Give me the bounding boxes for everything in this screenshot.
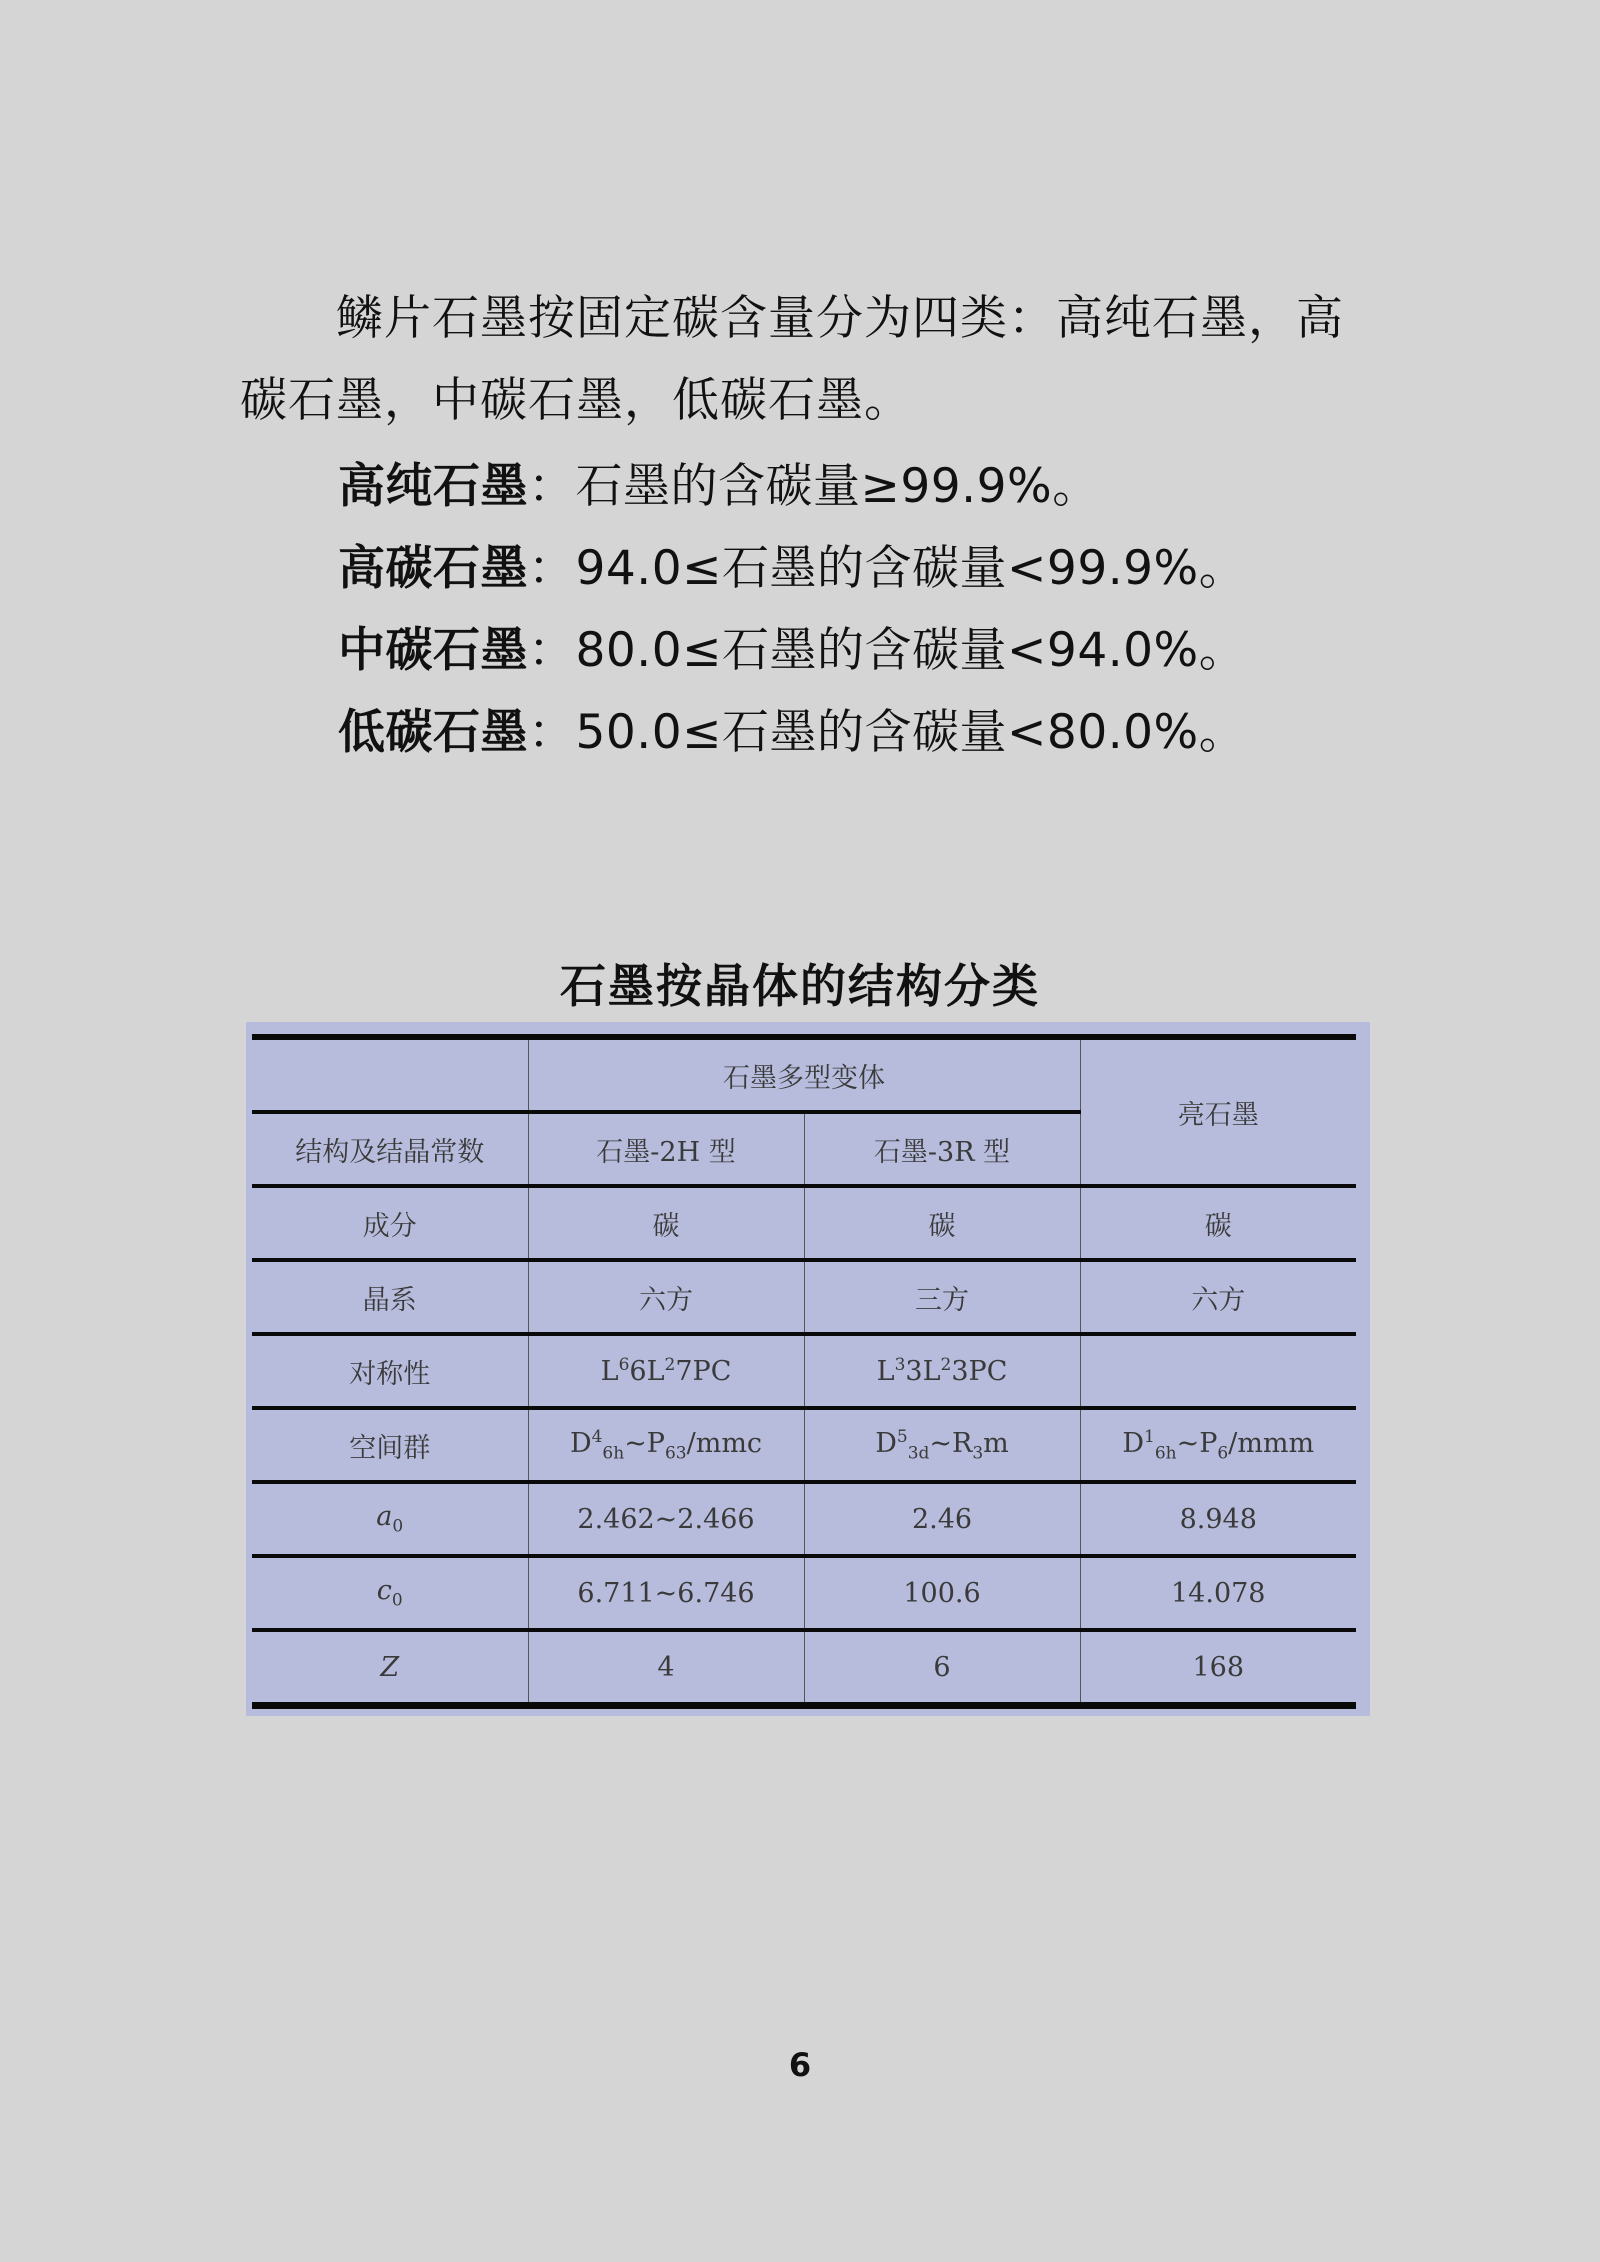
cell-text: D <box>875 1427 897 1459</box>
grade-high-carbon <box>338 528 1246 610</box>
row-label <box>252 1482 528 1556</box>
row-label: 对称性 <box>252 1334 528 1408</box>
table-cell: 碳 <box>804 1186 1080 1260</box>
table-cell: 6.711~6.746 <box>528 1556 804 1630</box>
table-cell: 2.462~2.466 <box>528 1482 804 1556</box>
grade-desc: ：石墨的含碳量≥99.9%。 <box>528 459 1100 514</box>
row-label <box>252 1556 528 1630</box>
cell-text: ~P <box>1176 1427 1218 1459</box>
grade-low-carbon <box>338 692 1246 774</box>
table-cell: 4 <box>528 1630 804 1706</box>
cell-text: 7PC <box>675 1356 732 1387</box>
table-row <box>252 1482 1356 1556</box>
table-cell: 168 <box>1080 1630 1356 1706</box>
table-row <box>252 1630 1356 1706</box>
row-label-text: Z <box>380 1651 400 1683</box>
table-cell <box>804 1334 1080 1408</box>
row-label: 成分 <box>252 1186 528 1260</box>
cell-superscript: 4 <box>591 1426 603 1447</box>
cell-subscript: 3 <box>972 1443 984 1464</box>
cell-subscript: 6 <box>1217 1443 1229 1464</box>
cell-subscript: 6h <box>1154 1443 1177 1464</box>
table-cell <box>1080 1408 1356 1482</box>
table-row <box>252 1556 1356 1630</box>
table-cell: 14.078 <box>1080 1556 1356 1630</box>
intro-paragraph: 鳞片石墨按固定碳含量分为四类：高纯石墨，高碳石墨，中碳石墨，低碳石墨。 <box>240 291 1344 428</box>
cell-superscript: 6 <box>618 1355 630 1375</box>
table-row <box>252 1260 1356 1334</box>
cell-text: /mmc <box>686 1427 763 1459</box>
cell-text: 6L <box>629 1356 665 1387</box>
cell-superscript: 3 <box>894 1355 906 1375</box>
grade-desc: ：94.0≤石墨的含碳量<99.9%。 <box>528 541 1247 596</box>
cell-superscript: 5 <box>896 1426 908 1447</box>
table-cell <box>528 1408 804 1482</box>
param-label-header: 结构及结晶常数 <box>252 1112 528 1186</box>
table-cell: 六方 <box>1080 1260 1356 1334</box>
cell-text: L <box>600 1356 619 1387</box>
cell-text: m <box>983 1427 1009 1459</box>
table-cell: 8.948 <box>1080 1482 1356 1556</box>
bright-graphite-header: 亮石墨 <box>1080 1037 1356 1186</box>
table-cell <box>1080 1334 1356 1408</box>
grade-name: 高纯石墨 <box>338 459 528 514</box>
cell-text: 3L <box>905 1356 941 1387</box>
grade-medium-carbon <box>338 610 1246 692</box>
cell-text: ~P <box>624 1427 665 1459</box>
cell-superscript: 2 <box>664 1355 676 1375</box>
row-label: 空间群 <box>252 1408 528 1482</box>
table-cell <box>804 1408 1080 1482</box>
row-label-subscript: 0 <box>391 1590 403 1611</box>
cell-text: D <box>569 1427 592 1459</box>
row-label <box>252 1630 528 1706</box>
cell-subscript: 6h <box>602 1443 625 1464</box>
empty-header-cell <box>252 1037 528 1112</box>
table-cell: 碳 <box>528 1186 804 1260</box>
cell-text: ~R <box>929 1427 973 1459</box>
table-cell: 100.6 <box>804 1556 1080 1630</box>
cell-text: D <box>1122 1427 1145 1459</box>
row-label-subscript: 0 <box>392 1516 404 1537</box>
row-label-text: c <box>376 1575 392 1607</box>
cell-text: /mmm <box>1228 1427 1315 1459</box>
grade-desc: ：50.0≤石墨的含碳量<80.0%。 <box>528 705 1247 760</box>
grade-high-purity <box>338 446 1246 528</box>
cell-superscript: 2 <box>940 1355 952 1375</box>
type-2h-header: 石墨-2H 型 <box>528 1112 804 1186</box>
row-label: 晶系 <box>252 1260 528 1334</box>
grade-list <box>338 446 1246 774</box>
table-cell: 2.46 <box>804 1482 1080 1556</box>
table-row <box>252 1408 1356 1482</box>
page-number: 6 <box>788 2046 812 2084</box>
type-3r-header: 石墨-3R 型 <box>804 1112 1080 1186</box>
cell-superscript: 1 <box>1144 1426 1155 1447</box>
cell-subscript: 63 <box>664 1443 687 1464</box>
grade-name: 低碳石墨 <box>338 705 528 760</box>
table-row <box>252 1334 1356 1408</box>
table-cell: 碳 <box>1080 1186 1356 1260</box>
table-cell: 三方 <box>804 1260 1080 1334</box>
table-row <box>252 1186 1356 1260</box>
table-header-row <box>252 1037 1356 1112</box>
table-title: 石墨按晶体的结构分类 <box>560 959 1040 1013</box>
cell-text: L <box>876 1356 895 1387</box>
polytype-group-header: 石墨多型变体 <box>528 1037 1080 1112</box>
table-cell: 六方 <box>528 1260 804 1334</box>
structure-table <box>252 1034 1356 1709</box>
table-cell <box>528 1334 804 1408</box>
row-label-text: a <box>376 1501 393 1533</box>
cell-text: 3PC <box>951 1356 1008 1387</box>
grade-name: 高碳石墨 <box>338 541 528 596</box>
cell-subscript: 3d <box>907 1443 930 1464</box>
structure-table-panel <box>246 1022 1370 1716</box>
grade-name: 中碳石墨 <box>338 623 528 678</box>
table-cell: 6 <box>804 1630 1080 1706</box>
grade-desc: ：80.0≤石墨的含碳量<94.0%。 <box>528 623 1247 678</box>
